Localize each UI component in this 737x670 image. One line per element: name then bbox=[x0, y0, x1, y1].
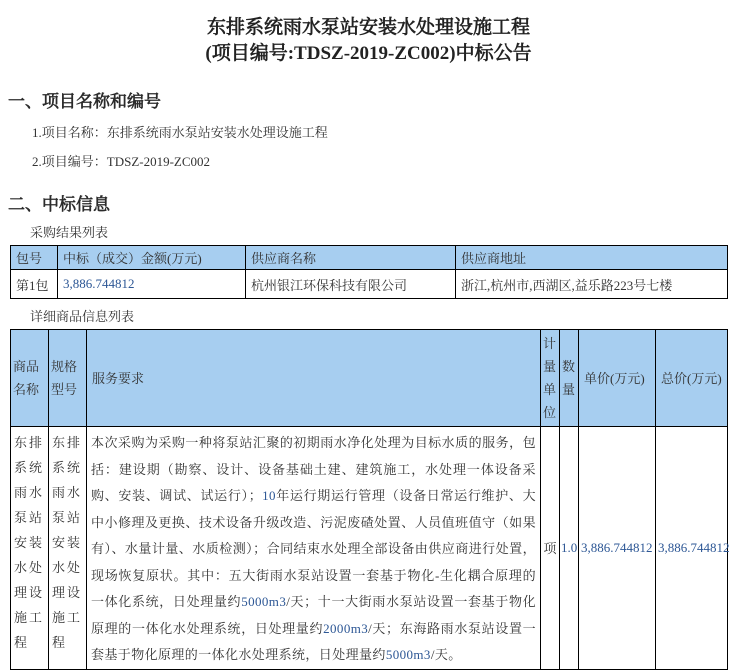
result-table-header-row bbox=[11, 246, 728, 270]
detail-cell-quantity: 1.0 bbox=[560, 427, 579, 670]
project-code-value: TDSZ-2019-ZC002 bbox=[106, 154, 211, 169]
detail-header-unit: 计量单位 bbox=[541, 330, 560, 427]
result-cell-address: 浙江,杭州市,西湖区,益乐路223号七楼 bbox=[456, 270, 728, 299]
page-title-line1: 东排系统雨水泵站安装水处理设施工程 bbox=[206, 17, 530, 38]
detail-table-header-row bbox=[11, 330, 728, 427]
project-name-value: 东排系统雨水泵站安装水处理设施工程 bbox=[106, 125, 328, 140]
detail-cell-total-price: 3,886.744812 bbox=[656, 427, 728, 670]
detail-header-quantity: 数量 bbox=[560, 330, 579, 427]
detail-cell-unit: 项 bbox=[541, 427, 560, 670]
result-list-label: 采购结果列表 bbox=[30, 225, 109, 240]
result-table bbox=[10, 245, 728, 299]
page-title-line2: (项目编号:TDSZ-2019-ZC002)中标公告 bbox=[205, 43, 532, 64]
project-code-label: 2.项目编号： bbox=[32, 154, 107, 169]
detail-header-product-name: 商品名称 bbox=[11, 330, 49, 427]
result-header-supplier: 供应商名称 bbox=[246, 246, 456, 270]
page-title bbox=[0, 0, 737, 67]
result-table-row bbox=[11, 270, 728, 299]
detail-cell-service: 本次采购为采购一种将泵站汇聚的初期雨水净化处理为目标水质的服务，包括：建设期（勘察、设计、设备基础土建、建筑施工，水处理一体设备采购、安装、调试、试运行）；10年运行期运行管理（设备日常运行维护、大中小修理及更换、技术设备升级改造、污泥废碴处置、人员值班值守（如果有）、水量计量、水质检测）；合同结束水处理全部设备由供应商进行处置，现场恢复原状。其中：五大街雨水泵站设置一套基于物化-生化耦合原理的一体化系统，日处理量约5000m3/天；十一大街雨水泵站设置一套基于物化原理的一体化水处理系统，日处理量约2000m3/天；东海路雨水泵站设置一套基于物化原理的一体化水处理系统，日处理量约5000m3/天。 bbox=[87, 427, 541, 670]
section-heading-award: 二、中标信息 bbox=[8, 195, 110, 214]
result-cell-supplier: 杭州银江环保科技有限公司 bbox=[246, 270, 456, 299]
result-header-package: 包号 bbox=[11, 246, 58, 270]
detail-header-unit-price: 单价(万元) bbox=[579, 330, 656, 427]
detail-list-label: 详细商品信息列表 bbox=[30, 309, 135, 324]
result-cell-package: 第1包 bbox=[11, 270, 58, 299]
detail-cell-product-name: 东排系统雨水泵站安装水处理设施工程 bbox=[11, 427, 49, 670]
detail-header-total-price: 总价(万元) bbox=[656, 330, 728, 427]
detail-cell-unit-price: 3,886.744812 bbox=[579, 427, 656, 670]
detail-header-spec-model: 规格型号 bbox=[49, 330, 87, 427]
detail-header-service: 服务要求 bbox=[87, 330, 541, 427]
detail-table bbox=[10, 329, 728, 670]
result-cell-amount: 3,886.744812 bbox=[58, 270, 246, 299]
project-name-line bbox=[32, 125, 737, 141]
detail-cell-spec-model: 东排系统雨水泵站安装水处理设施工程 bbox=[49, 427, 87, 670]
result-header-amount: 中标（成交）金额(万元) bbox=[58, 246, 246, 270]
section-heading-project: 一、项目名称和编号 bbox=[8, 92, 161, 111]
project-code-line bbox=[32, 154, 737, 170]
detail-table-row bbox=[11, 427, 728, 670]
project-name-label: 1.项目名称： bbox=[32, 125, 107, 140]
result-header-address: 供应商地址 bbox=[456, 246, 728, 270]
